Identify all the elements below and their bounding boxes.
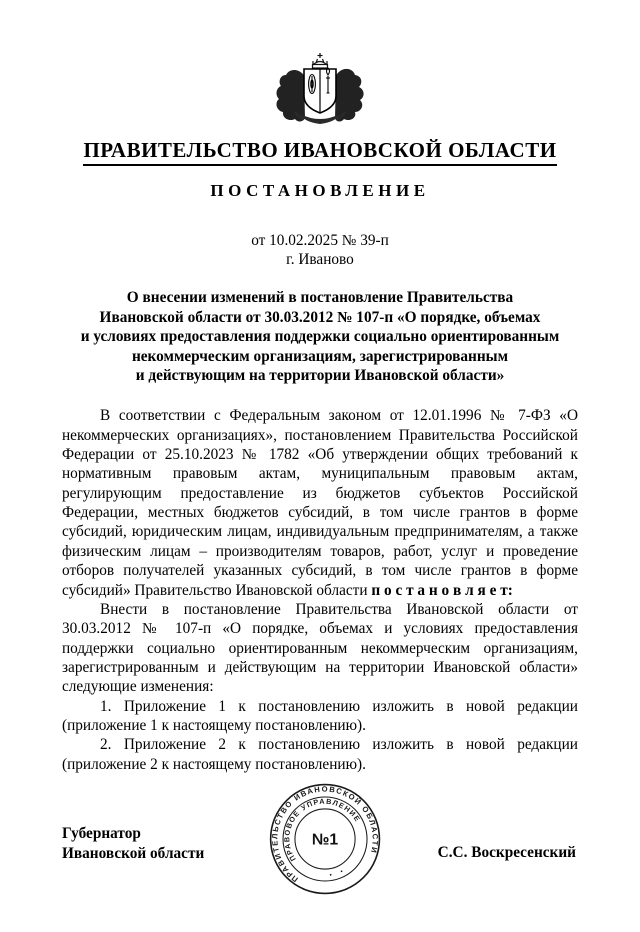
title-line: О внесении изменений в постановление Правительства [126,289,514,307]
signer-position-line: Ивановской области [62,844,205,862]
date-line: от 10.02.2025 № 39-п [251,232,389,249]
paragraph-preamble [62,406,578,599]
title-line: Ивановской области от 30.03.2012 № 107-п «О порядке, объемах [99,308,541,326]
signer-position-line: Губернатор [62,824,141,842]
paragraph-amendment-intro: Внести в постановление Правительства Ивановской области от 30.03.2012 № 107-п «О порядке, объемах и условиях предоставления поддержки социально ориентированным некоммерческим организациям, зарегистрированным и действующим на территории Ивановской области» следующие изменения: [62,600,578,696]
lion-supporter [276,70,305,122]
signature-block [62,782,578,932]
document-title [62,288,578,385]
legal-stamp [262,776,388,902]
date-place-block [62,232,578,269]
stamp-inner-text: ПРАВОВОЕ УПРАВЛЕНИЕ [282,796,363,863]
paragraph-item-1: 1. Приложение 1 к постановлению изложить в новой редакции (приложение 1 к настоящему постановлению). [62,697,578,734]
signer-name: С.С. Воскресенский [437,843,576,861]
round-stamp-icon [262,776,388,902]
signer-position [62,824,204,864]
title-line: и условиях предоставления поддержки социально ориентированным [80,328,560,346]
title-line: и действующим на территории Ивановской области» [135,367,505,384]
stamp-outer-text: ПРАВИТЕЛЬСТВО ИВАНОВСКОЙ ОБЛАСТИ [270,784,380,884]
coat-of-arms [62,0,578,134]
org-name-heading [62,138,578,166]
stamp-number: №1 [311,831,339,849]
preamble-text: В соответствии с Федеральным законом от 12.01.1996 № 7-ФЗ «О некоммерческих организациях», постановлением Правительства Российской Федерации от 25.10.2023 № 1782 «Об утверждении общих требований к нормативным правовым актам, муниципальным правовым актам, регулирующим предоставление из бюджетов субъектов Российской Федерации, местных бюджетов субсидий, в том числе грантов в форме субсидий, юридическим лицам, индивидуальным предпринимателям, а также физическим лицам – производителям товаров, работ, услуг и проведение отборов получателей указанных субсидий, в том числе грантов в форме субсидий» Правительство Ивановской области [62,407,578,599]
place-line: г. Иваново [286,250,354,268]
title-line: некоммерческим организациям, зарегистрированным [131,347,509,365]
org-name-text: ПРАВИТЕЛЬСТВО ИВАНОВСКОЙ ОБЛАСТИ [83,138,556,166]
document-body [62,406,578,774]
eagle-supporter [335,69,364,122]
coat-of-arms-icon [267,52,373,134]
garland-base [300,114,340,124]
doc-type-heading: ПОСТАНОВЛЕНИЕ [210,181,430,200]
paragraph-item-2: 2. Приложение 2 к постановлению изложить в новой редакции (приложение 2 к настоящему постановлению). [62,736,578,773]
resolve-word: п о с т а н о в л я е т: [371,581,513,599]
